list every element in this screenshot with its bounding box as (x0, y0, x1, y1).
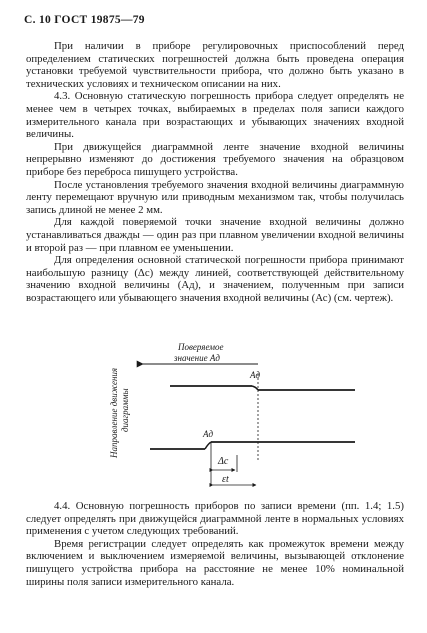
paragraph: При наличии в приборе регулировочных приспособлений перед определением статических погрешностей должна быть проведена операция установки требуемой чувствительности прибора, что должно быть указано в технических условиях и техническом описании на них. (26, 40, 404, 90)
paragraph: При движущейся диаграммной ленте значение входной величины непрерывно изменяют до достижения требуемого значения на образцовом приборе без переброса пишущего устройства. (26, 140, 404, 178)
paragraph: 4.4. Основную погрешность приборов по записи времени (пп. 1.4; 1.5) следует определять при движущейся диаграммной ленте в нормальных условиях применения с учетом следующих требований. (26, 500, 404, 538)
paragraph: Для каждой поверяемой точки значение входной величины должно устанавливаться дважды — один раз при плавном увеличении входной величины и второй раз — при плавном ее уменьшении. (26, 216, 404, 254)
top-label-line1: Поверяемое (178, 342, 224, 352)
paragraph: Для определения основной статической погрешности прибора принимают наибольшую разницу (Δс) между линией, соответствующей действительному значению входной величины (Ад), и значением, полученным при записи возрастающего или убывающего значения входной величины (Ас) (см. чертеж). (26, 254, 404, 304)
paragraph: Время регистрации следует определять как промежуток времени между включением и выключением измеряемой величины, вызывающей отклонение пишущего устройства прибора на расстояние не менее 10% номинальной ширины поля записи измерительного канала. (26, 537, 404, 588)
paragraph: 4.3. Основную статическую погрешность прибора следует определять не менее чем в четырех точках, выбираемых в пределах поля записи каждого измерительного канала при возрастающих и убывающих значениях входной величины. (26, 90, 404, 141)
top-label-line2: значение Ад (174, 353, 220, 363)
axis-label-line2: диаграммы (120, 388, 130, 432)
paragraph: После установления требуемого значения входной величины диаграммную ленту перемещают вручную или приводным механизмом так, чтобы получилась запись длиной не менее 2 мм. (26, 178, 404, 216)
record-jump-lower (205, 442, 211, 449)
page-header: С. 10 ГОСТ 19875—79 (24, 14, 145, 26)
axis-label-line1: Направление движения (109, 367, 119, 458)
record-jump-upper (252, 386, 258, 390)
text-block-bottom (26, 500, 404, 588)
dim-label-eps: εt (222, 474, 229, 485)
point-label-lower: Ад (203, 429, 214, 439)
point-label-upper: Ад (250, 370, 261, 380)
dim-label-delta: Δс (218, 456, 229, 467)
